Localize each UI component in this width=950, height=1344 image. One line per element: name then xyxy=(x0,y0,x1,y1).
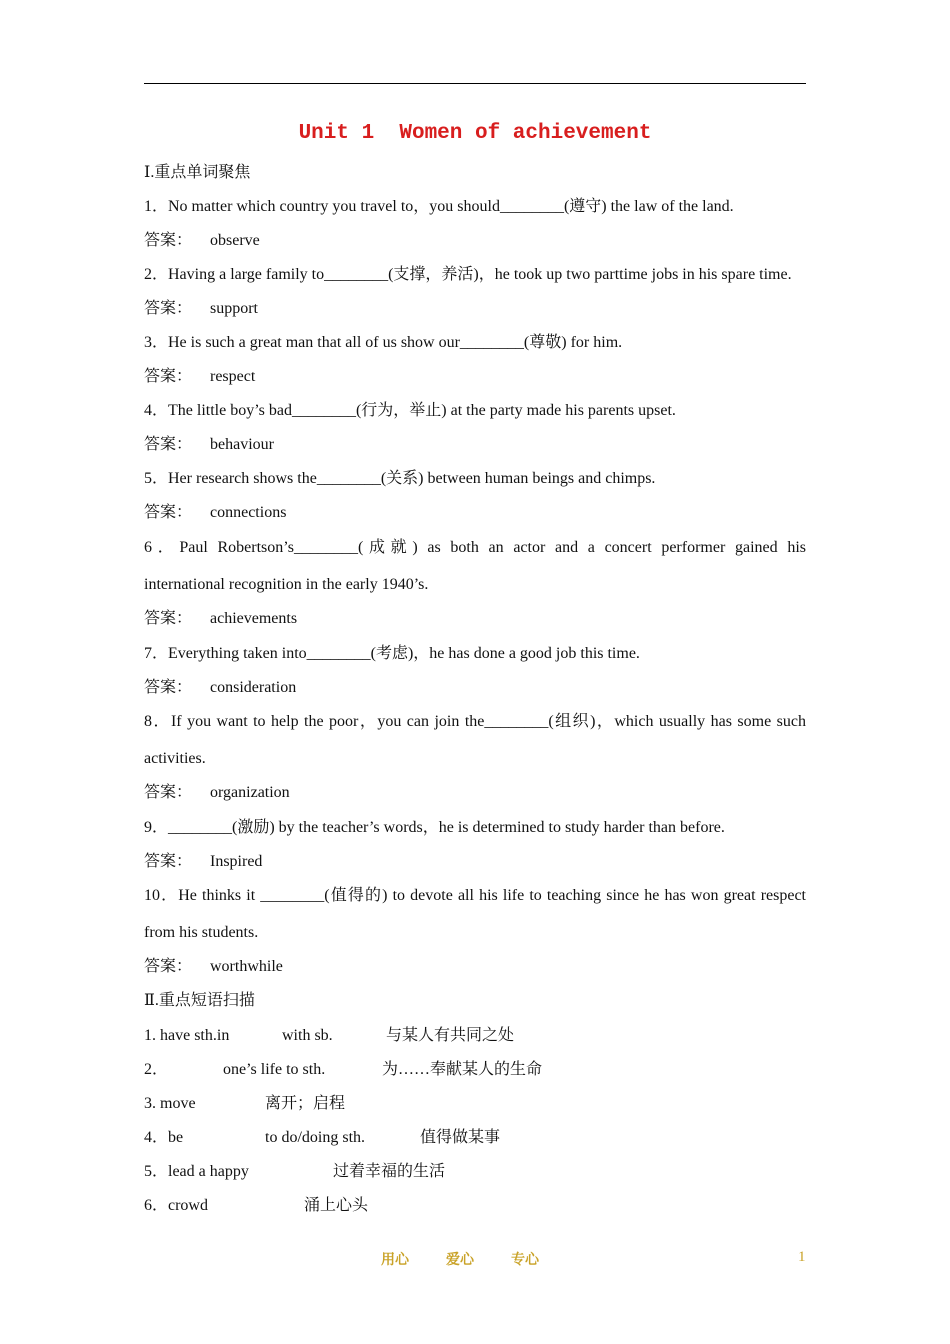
phrase-meaning: 过着幸福的生活 xyxy=(333,1163,446,1180)
answer-text: consideration xyxy=(210,679,297,696)
answer-label: 答案： xyxy=(144,784,193,801)
question-3: 3．He is such a great man that all of us show our________(尊敬) for him. xyxy=(144,334,623,351)
answer-text: respect xyxy=(210,368,256,385)
phrase-meaning: 离开；启程 xyxy=(265,1095,346,1112)
phrase-6 xyxy=(144,1195,806,1217)
answer-text: worthwhile xyxy=(210,958,283,975)
footer-motto: 专心 xyxy=(511,1252,539,1268)
phrase-part: 5．lead a happy xyxy=(144,1163,249,1180)
answer-text: support xyxy=(210,300,258,317)
answer-label: 答案： xyxy=(144,300,193,317)
answer-8 xyxy=(144,782,806,804)
answer-9 xyxy=(144,851,806,873)
answer-label: 答案： xyxy=(144,679,193,696)
question-6: 6．Paul Robertson’s________(成就) as both an actor and a concert performer gained his xyxy=(144,539,806,556)
footer-motto: 爱心 xyxy=(446,1252,474,1268)
question-10: 10．He thinks it ________(值得的) to devote all his life to teaching since he has won great respect xyxy=(144,887,806,904)
header-rule xyxy=(144,83,806,84)
answer-7 xyxy=(144,677,806,699)
question-9: 9．________(激励) by the teacher’s words，he is determined to study harder than before. xyxy=(144,819,725,836)
question-10-continued: from his students. xyxy=(144,924,259,941)
answer-6 xyxy=(144,608,806,630)
answer-label: 答案： xyxy=(144,853,193,870)
answer-label: 答案： xyxy=(144,436,193,453)
answer-label: 答案： xyxy=(144,958,193,975)
answer-text: Inspired xyxy=(210,853,263,870)
phrase-part: with sb. xyxy=(282,1027,333,1044)
phrase-part: to do/doing sth. xyxy=(265,1129,366,1146)
answer-4 xyxy=(144,434,806,456)
question-8: 8．If you want to help the poor，you can join the________(组织)，which usually has some such xyxy=(144,713,806,730)
phrase-part: 4．be xyxy=(144,1129,184,1146)
answer-text: organization xyxy=(210,784,290,801)
section-heading-phrases: Ⅱ.重点短语扫描 xyxy=(144,992,255,1009)
answer-label: 答案： xyxy=(144,504,193,521)
phrase-1 xyxy=(144,1025,806,1047)
answer-text: connections xyxy=(210,504,287,521)
phrase-2 xyxy=(144,1059,806,1081)
question-4: 4．The little boy’s bad________(行为，举止) at the party made his parents upset. xyxy=(144,402,676,419)
answer-label: 答案： xyxy=(144,610,193,627)
answer-3 xyxy=(144,366,806,388)
phrase-5 xyxy=(144,1161,806,1183)
answer-text: achievements xyxy=(210,610,298,627)
phrase-part: 6．crowd xyxy=(144,1197,208,1214)
phrase-4 xyxy=(144,1127,806,1149)
answer-label: 答案： xyxy=(144,232,193,249)
question-8-continued: activities. xyxy=(144,750,206,767)
phrase-meaning: 涌上心头 xyxy=(304,1197,369,1214)
phrase-part: one’s life to sth. xyxy=(223,1061,326,1078)
question-7: 7．Everything taken into________(考虑)，he has done a good job this time. xyxy=(144,645,640,662)
phrase-part: 2． xyxy=(144,1061,169,1078)
phrase-part: 1. have sth.in xyxy=(144,1027,230,1044)
phrase-meaning: 值得做某事 xyxy=(420,1129,501,1146)
answer-10 xyxy=(144,956,806,978)
phrase-part: 3. move xyxy=(144,1095,196,1112)
phrase-meaning: 与某人有共同之处 xyxy=(386,1027,515,1044)
question-6-continued: international recognition in the early 1940’s. xyxy=(144,576,429,593)
answer-5 xyxy=(144,502,806,524)
footer-motto: 用心 xyxy=(381,1252,409,1268)
answer-1 xyxy=(144,230,806,252)
page-number: 1 xyxy=(798,1249,806,1265)
phrase-meaning: 为……奉献某人的生命 xyxy=(382,1061,543,1078)
answer-label: 答案： xyxy=(144,368,193,385)
question-1: 1．No matter which country you travel to，you should________(遵守) the law of the land. xyxy=(144,198,734,215)
answer-text: behaviour xyxy=(210,436,274,453)
answer-text: observe xyxy=(210,232,260,249)
question-2: 2．Having a large family to________(支撑，养活)，he took up two parttime jobs in his spare time. xyxy=(144,266,792,283)
page-title: Unit 1 Women of achievement xyxy=(298,122,652,145)
question-5: 5．Her research shows the________(关系) between human beings and chimps. xyxy=(144,470,656,487)
answer-2 xyxy=(144,298,806,320)
section-heading-vocabulary: Ⅰ.重点单词聚焦 xyxy=(144,164,251,181)
phrase-3 xyxy=(144,1093,806,1115)
